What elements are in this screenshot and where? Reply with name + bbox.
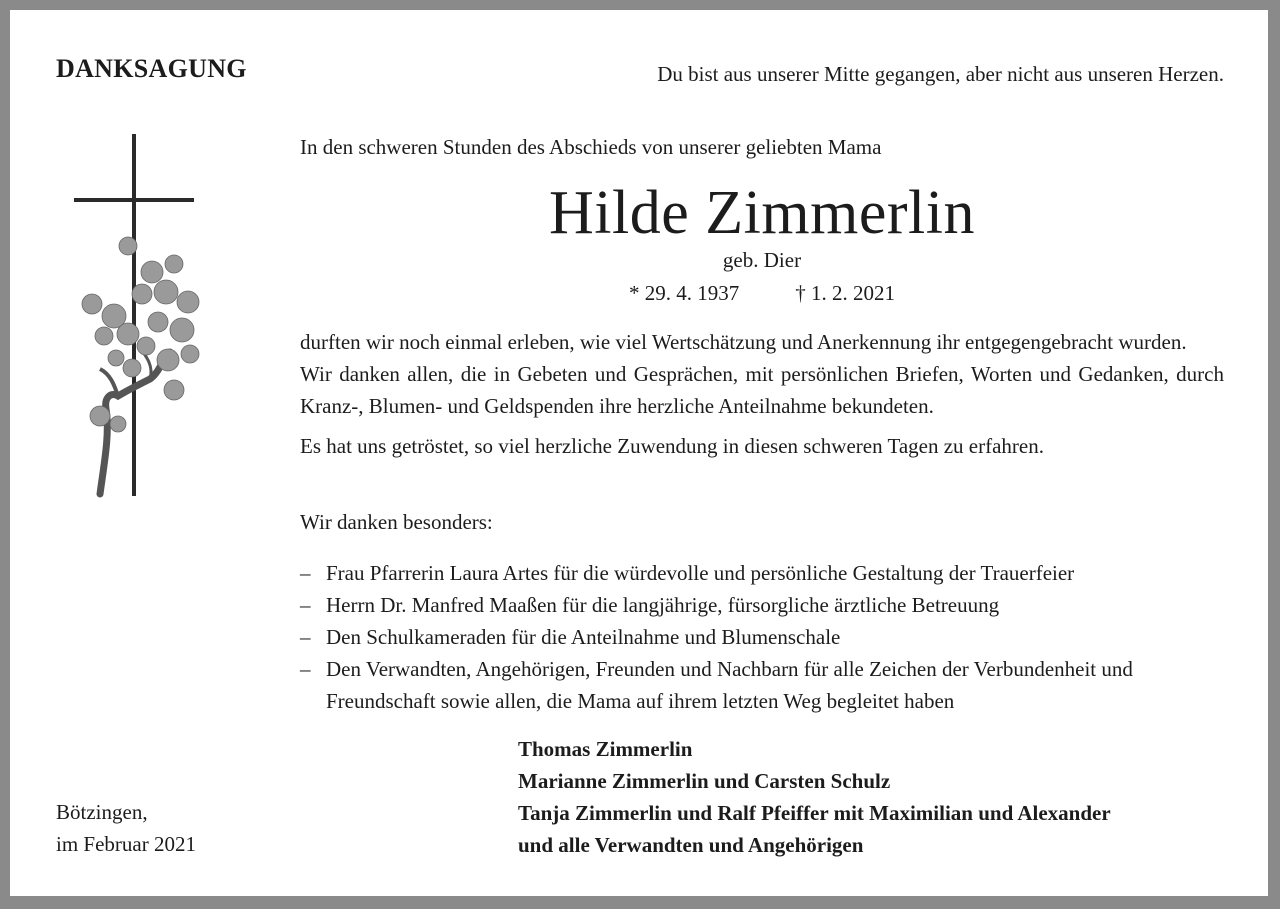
list-item-text: Den Verwandten, Angehörigen, Freunden und Nachbarn für alle Zeichen der Verbundenheit und Freundschaft sowie allen, die Mama auf ihrem letzten Weg begleitet haben [326,657,1133,713]
thanks-title: Wir danken besonders: [300,510,493,534]
page-title: DANKSAGUNG [56,54,247,83]
date-line: im Februar 2021 [56,832,196,856]
obituary-card [10,10,1268,896]
thanks-list [300,557,1224,717]
life-dates [300,281,1224,306]
list-item [300,557,1224,589]
body-text [300,326,1224,462]
body-paragraph: Wir danken allen, die in Gebeten und Gesprächen, mit persönlichen Briefen, Worten und Gedanken, durch Kranz-, Blumen- und Geldspenden ihre herzliche Anteilnahme bekundeten. [300,362,1224,418]
signer-line: Marianne Zimmerlin und Carsten Schulz [518,769,891,793]
bullet-dash: – [300,657,311,681]
bullet-dash: – [300,561,311,585]
bullet-dash: – [300,593,311,617]
signer-line: und alle Verwandten und Angehörigen [518,833,864,857]
intro-text: In den schweren Stunden des Abschieds von unserer geliebten Mama [300,135,882,159]
death-date: † 1. 2. 2021 [795,281,895,305]
list-item [300,589,1224,621]
signer-line: Thomas Zimmerlin [518,737,693,761]
list-item [300,653,1224,717]
cross-with-vine-icon [70,134,200,504]
birth-date: * 29. 4. 1937 [629,281,740,305]
bullet-dash: – [300,625,311,649]
list-item [300,621,1224,653]
list-item-text: Frau Pfarrerin Laura Artes für die würdevolle und persönliche Gestaltung der Trauerfeier [326,561,1075,585]
body-paragraph: durften wir noch einmal erleben, wie viel Wertschätzung und Anerkennung ihr entgegengebracht wurden. [300,330,1187,354]
body-paragraph: Es hat uns getröstet, so viel herzliche Zuwendung in diesen schweren Tagen zu erfahren. [300,434,1044,458]
deceased-name: Hilde Zimmerlin [549,179,975,247]
place-date-block [56,796,196,860]
maiden-name: geb. Dier [722,248,802,272]
list-item-text: Herrn Dr. Manfred Maaßen für die langjährige, fürsorgliche ärztliche Betreuung [326,593,1000,617]
place-line: Bötzingen, [56,800,148,824]
signers-block [518,733,1111,861]
signer-line: Tanja Zimmerlin und Ralf Pfeiffer mit Maximilian und Alexander [518,801,1111,825]
motto-text: Du bist aus unserer Mitte gegangen, aber nicht aus unseren Herzen. [657,62,1224,86]
list-item-text: Den Schulkameraden für die Anteilnahme und Blumenschale [326,625,841,649]
